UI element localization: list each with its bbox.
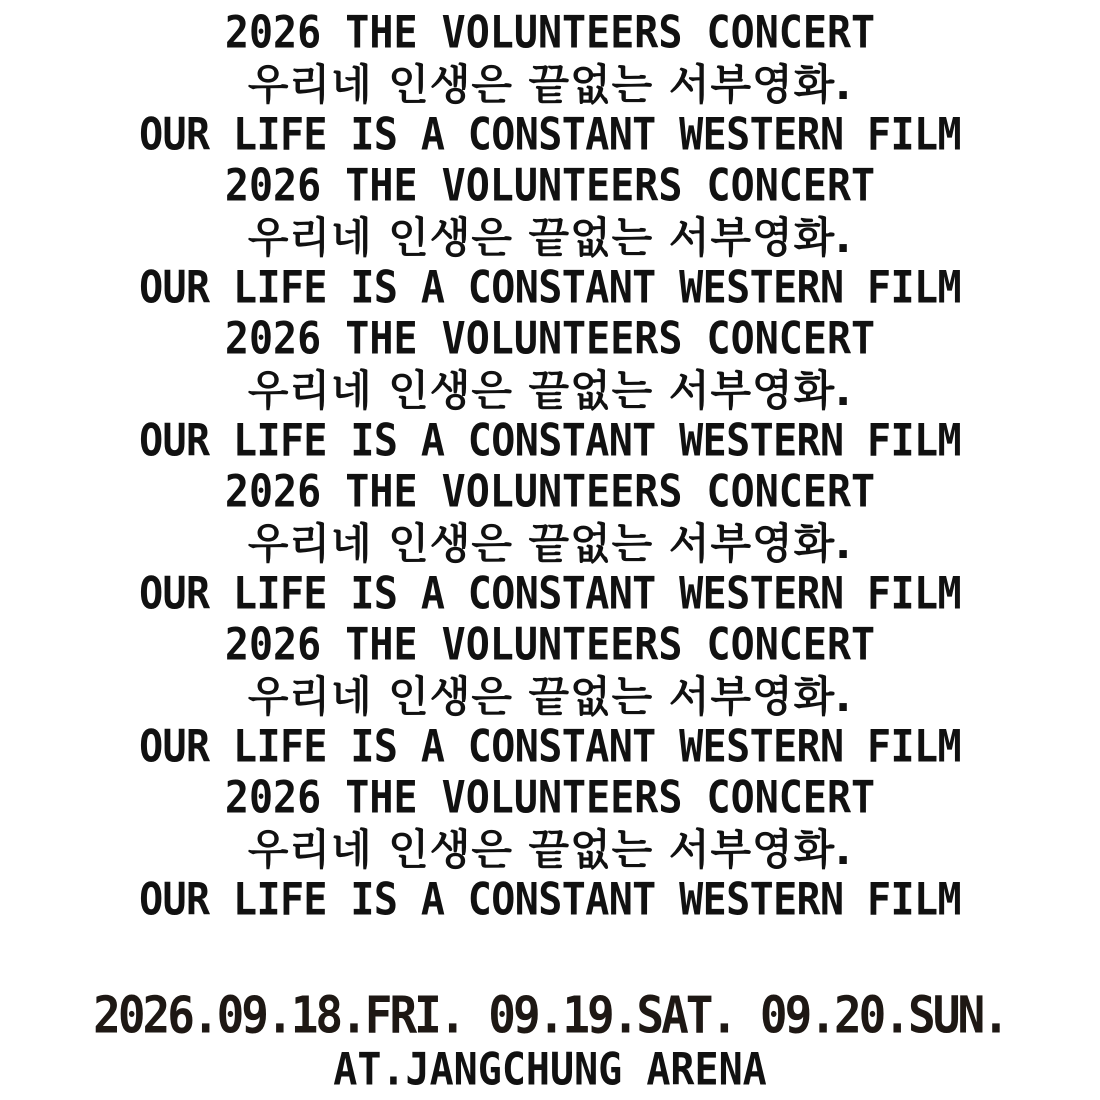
subtitle-line-english: OUR LIFE IS A CONSTANT WESTERN FILM <box>139 415 961 467</box>
subtitle-line-english: OUR LIFE IS A CONSTANT WESTERN FILM <box>139 721 961 773</box>
subtitle-line-english: OUR LIFE IS A CONSTANT WESTERN FILM <box>139 874 961 926</box>
concert-venue: AT.JANGCHUNG ARENA <box>333 1044 767 1096</box>
title-line-english: 2026 THE VOLUNTEERS CONCERT <box>224 7 876 59</box>
event-details <box>0 986 1100 1096</box>
concert-dates: 2026.09.18.FRI. 09.19.SAT. 09.20.SUN. <box>93 985 1007 1045</box>
title-line-korean: 우리네 인생은 끝없는 서부영화. <box>247 519 853 568</box>
title-line-korean: 우리네 인생은 끝없는 서부영화. <box>247 60 853 109</box>
repeated-title-stack <box>0 8 1100 926</box>
subtitle-line-english: OUR LIFE IS A CONSTANT WESTERN FILM <box>139 109 961 161</box>
title-line-english: 2026 THE VOLUNTEERS CONCERT <box>224 619 876 671</box>
title-line-english: 2026 THE VOLUNTEERS CONCERT <box>224 772 876 824</box>
title-line-korean: 우리네 인생은 끝없는 서부영화. <box>247 672 853 721</box>
subtitle-line-english: OUR LIFE IS A CONSTANT WESTERN FILM <box>139 262 961 314</box>
subtitle-line-english: OUR LIFE IS A CONSTANT WESTERN FILM <box>139 568 961 620</box>
title-line-english: 2026 THE VOLUNTEERS CONCERT <box>224 160 876 212</box>
title-line-english: 2026 THE VOLUNTEERS CONCERT <box>224 466 876 518</box>
title-line-english: 2026 THE VOLUNTEERS CONCERT <box>224 313 876 365</box>
title-line-korean: 우리네 인생은 끝없는 서부영화. <box>247 213 853 262</box>
title-line-korean: 우리네 인생은 끝없는 서부영화. <box>247 366 853 415</box>
title-line-korean: 우리네 인생은 끝없는 서부영화. <box>247 825 853 874</box>
